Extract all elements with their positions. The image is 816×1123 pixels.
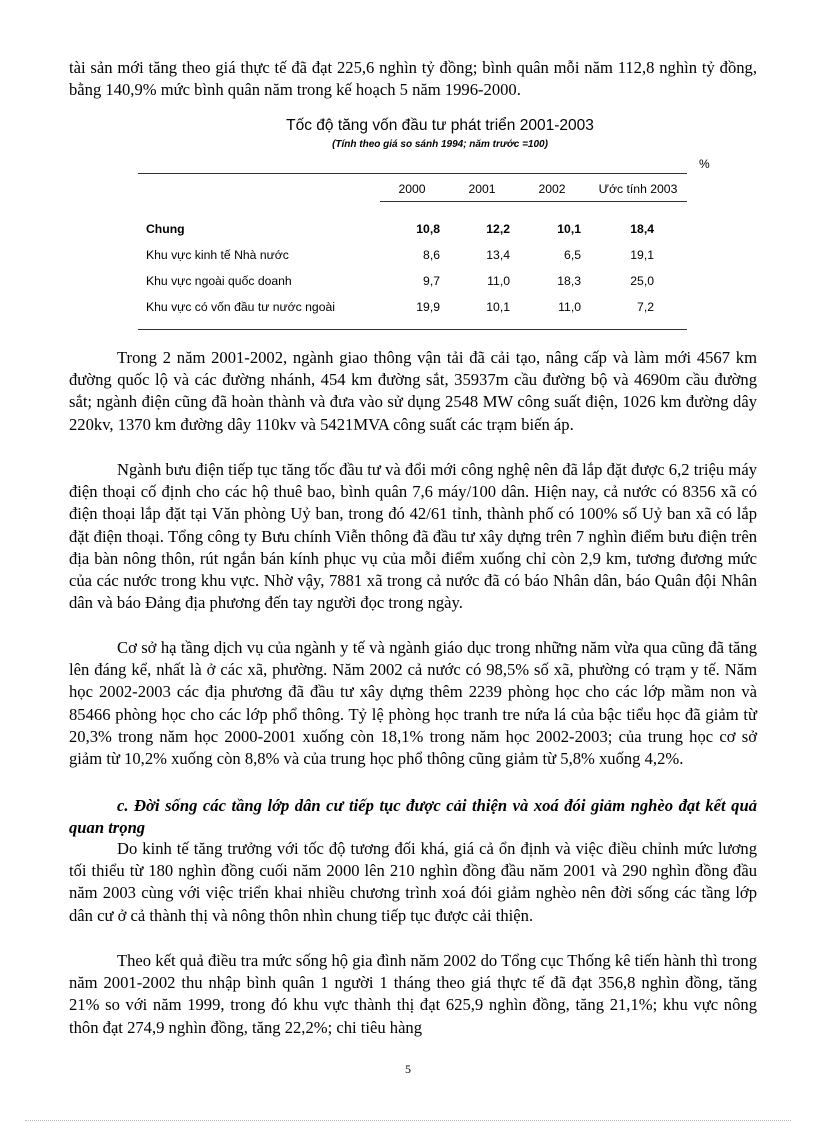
column-header: 2000 [398, 182, 426, 196]
table-cell: 19,9 [416, 300, 440, 314]
table-top-rule [138, 173, 687, 174]
table-cell: 8,6 [423, 248, 440, 262]
row-label: Khu vực có vốn đầu tư nước ngoài [146, 300, 335, 314]
table-subtitle: (Tính theo giá so sánh 1994; năm trước =100) [332, 139, 548, 150]
table-cell: 19,1 [630, 248, 654, 262]
table-cell: 13,4 [486, 248, 510, 262]
table-cell: 10,1 [557, 222, 581, 236]
paragraph-post: Ngành bưu điện tiếp tục tăng tốc đầu tư và đổi mới công nghệ nên đã lắp đặt được 6,2 triệu máy điện thoại cố định cho các hộ thuê bao, bình quân 7,6 máy/100 dân. Hiện nay, cả nước có 8356 xã có điện thoại lắp đặt tại Văn phòng Uỷ ban, trong đó 42/61 tỉnh, thành phố có 100% số Uỷ ban xã có lắp đặt điện thoại. Tổng công ty Bưu chính Viễn thông đã đầu tư xây dựng trên 7 nghìn điểm bưu điện trên địa bàn nông thôn, rút ngắn bán kính phục vụ của mỗi điểm xuống chỉ còn 2,9 km, tương đương mức của các nước trong khu vực. Nhờ vậy, 7881 xã trong cả nước đã có báo Nhân dân, báo Quân đội Nhân dân và báo Đảng địa phương đến tay người đọc trong ngày. [69, 460, 757, 613]
column-header: 2002 [538, 182, 566, 196]
paragraph-survey: Theo kết quả điều tra mức sống hộ gia đình năm 2002 do Tổng cục Thống kê tiến hành thì trong năm 2001-2002 thu nhập bình quân 1 người 1 tháng theo giá thực tế đã đạt 356,8 nghìn đồng, tăng 21% so với năm 1999, trong đó khu vực thành thị đạt 625,9 nghìn đồng, tăng 21,1%; khu vực nông thôn đạt 274,9 nghìn đồng, tăng 22,2%; chi tiêu hàng [69, 951, 757, 1037]
row-label: Chung [146, 222, 185, 236]
table-cell: 10,1 [486, 300, 510, 314]
table-cell: 18,4 [630, 222, 654, 236]
table-title: Tốc độ tăng vốn đầu tư phát triển 2001-2003 [286, 117, 594, 134]
table-unit: % [699, 157, 710, 171]
section-heading: c. Đời sống các tầng lớp dân cư tiếp tục được cải thiện và xoá đói giảm nghèo đạt kết quả quan trọng [69, 796, 757, 838]
paragraph-health-education: Cơ sở hạ tầng dịch vụ của ngành y tế và ngành giáo dục trong những năm vừa qua cũng đã tăng lên đáng kể, nhất là ở các xã, phường. Năm 2002 cả nước có 98,5% số xã, phường có trạm y tế. Năm học 2002-2003 các địa phương đã đầu tư xây dựng thêm 2239 phòng học cho các lớp mầm non và 85466 phòng học cho các lớp phổ thông. Tỷ lệ phòng học tranh tre nứa lá của bậc tiểu học đã giảm từ 20,3% trong năm học 2000-2001 xuống còn 18,1% trong năm học 2002-2003; của trung học cơ sở giảm từ 10,2% xuống còn 8,8% và của trung học phổ thông cũng giảm từ 5,8% xuống 4,2%. [69, 638, 757, 769]
row-label: Khu vực kinh tế Nhà nước [146, 248, 289, 262]
column-header: Ước tính 2003 [598, 182, 678, 196]
table-cell: 18,3 [557, 274, 581, 288]
table-cell: 25,0 [630, 274, 654, 288]
table-cell: 10,8 [416, 222, 440, 236]
page-bottom-divider [25, 1120, 791, 1121]
table-cell: 12,2 [486, 222, 510, 236]
paragraph-transport: Trong 2 năm 2001-2002, ngành giao thông vận tải đã cải tạo, nâng cấp và làm mới 4567 km đường quốc lộ và các đường nhánh, 454 km đường sắt, 35937m cầu đường bộ và 4690m cầu đường sắt; ngành điện cũng đã hoàn thành và đưa vào sử dụng 2548 MW công suất điện, 1026 km đường dây 220kv, 1370 km đường dây 110kv và 5421MVA công suất các trạm biến áp. [69, 348, 757, 434]
table-header-rule [380, 201, 687, 202]
column-header: 2001 [468, 182, 496, 196]
row-label: Khu vực ngoài quốc doanh [146, 274, 292, 288]
table-cell: 7,2 [637, 300, 654, 314]
table-cell: 11,0 [487, 274, 510, 288]
table-cell: 6,5 [564, 248, 581, 262]
page-number: 5 [405, 1062, 411, 1076]
table-bottom-rule [138, 329, 687, 330]
table-cell: 11,0 [558, 300, 581, 314]
paragraph-intro: tài sản mới tăng theo giá thực tế đã đạt 225,6 nghìn tỷ đồng; bình quân mỗi năm 112,8 nghìn tỷ đồng, bằng 140,9% mức bình quân năm trong kế hoạch 5 năm 1996-2000. [69, 58, 757, 100]
paragraph-living-standards: Do kinh tế tăng trưởng với tốc độ tương đối khá, giá cả ổn định và việc điều chỉnh mức lương tối thiểu từ 180 nghìn đồng cuối năm 2000 lên 210 nghìn đồng đầu năm 2001 và 290 nghìn đồng đầu năm 2003 cùng với việc triển khai nhiều chương trình xoá đói giảm nghèo nên đời sống các tầng lớp dân cư ở cả thành thị và nông thôn nhìn chung tiếp tục được cải thiện. [69, 839, 757, 925]
table-cell: 9,7 [423, 274, 440, 288]
